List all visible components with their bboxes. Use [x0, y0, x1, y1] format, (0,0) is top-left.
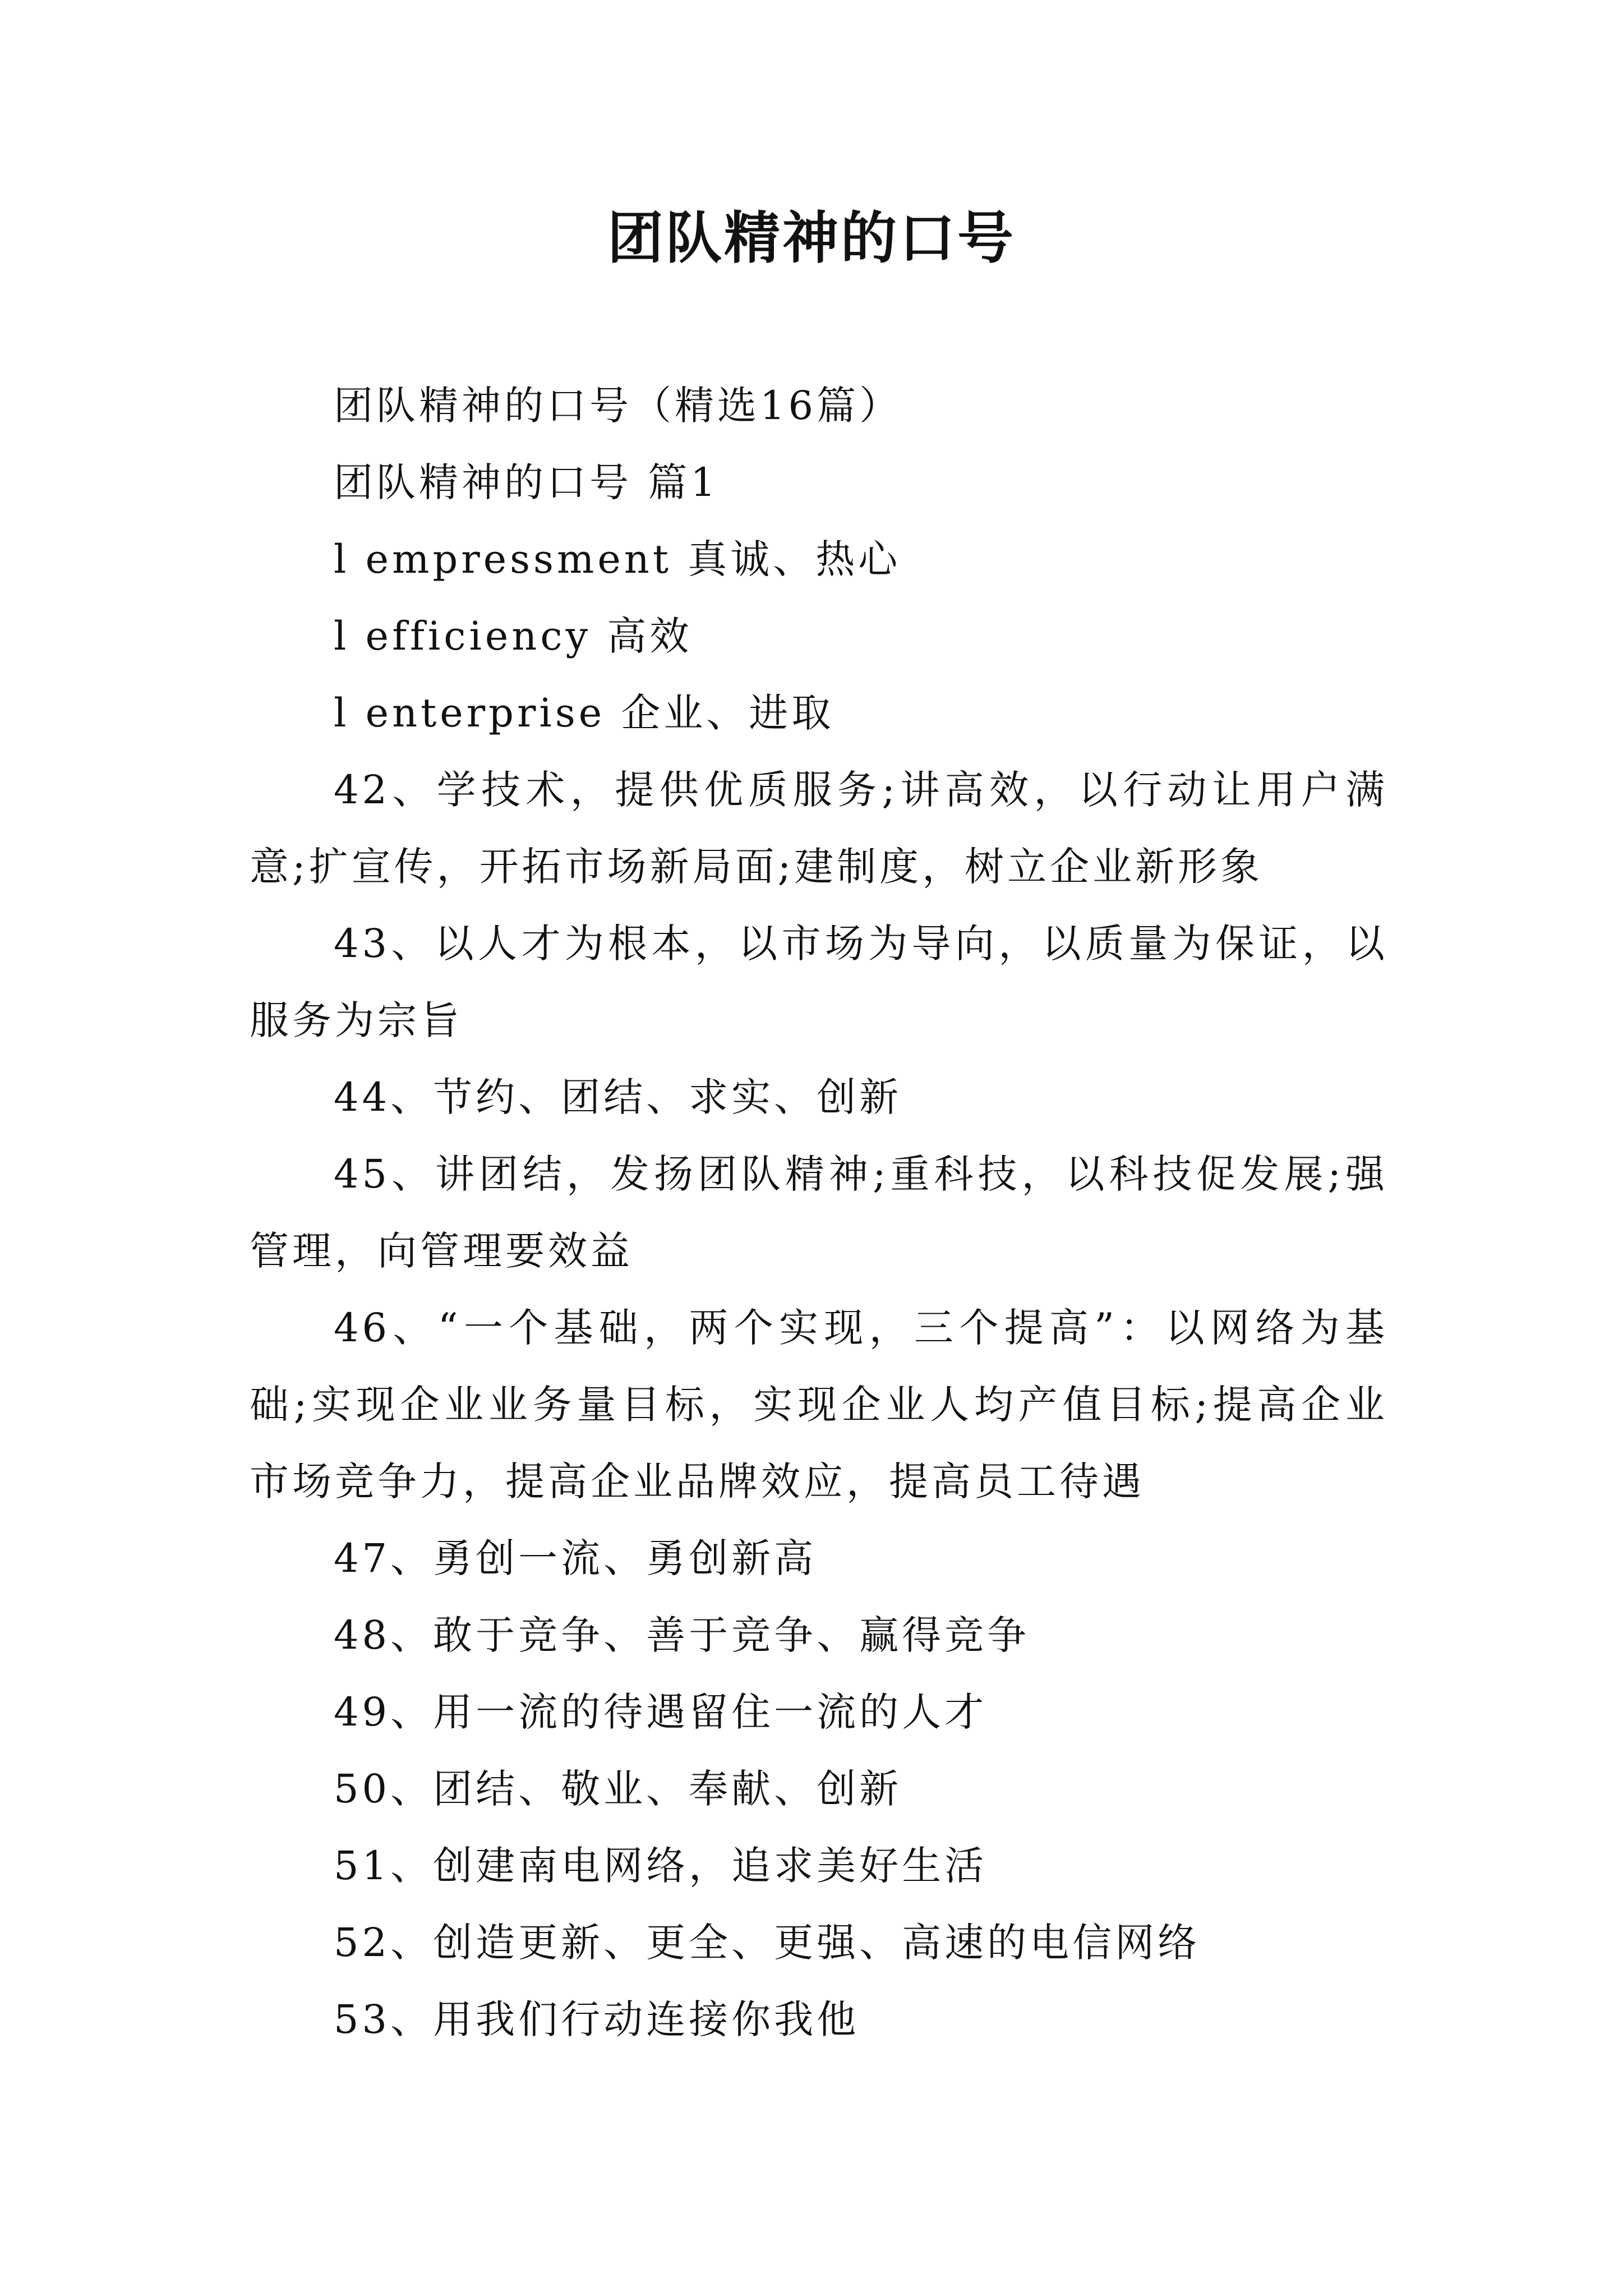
paragraph-item: l efficiency 高效	[334, 613, 693, 659]
paragraph-item: 49、用一流的待遇留住一流的人才	[334, 1689, 988, 1735]
document-body	[250, 367, 1388, 2058]
paragraph-item: 45、讲团结，发扬团队精神;重科技，以科技促发展;强管理，向管理要效益	[250, 1151, 1388, 1274]
paragraph-section-heading: 团队精神的口号 篇1	[334, 459, 719, 505]
paragraph-item: 47、勇创一流、勇创新高	[334, 1535, 817, 1581]
paragraph-item: 53、用我们行动连接你我他	[334, 1996, 860, 2042]
paragraph-item: 51、创建南电网络，追求美好生活	[334, 1843, 988, 1889]
paragraph-subtitle: 团队精神的口号（精选16篇）	[334, 383, 902, 429]
paragraph-item: l enterprise 企业、进取	[334, 690, 834, 736]
paragraph-item: 46、“一个基础，两个实现，三个提高”：以网络为基础;实现企业业务量目标，实现企业人均产值目标;提高企业市场竞争力，提高企业品牌效应，提高员工待遇	[250, 1305, 1388, 1504]
paragraph-item: 50、团结、敬业、奉献、创新	[334, 1766, 902, 1812]
paragraph-item: 52、创造更新、更全、更强、高速的电信网络	[334, 1920, 1201, 1966]
document-title: 团队精神的口号	[607, 205, 1016, 271]
paragraph-item: 42、学技术，提供优质服务;讲高效，以行动让用户满意;扩宣传，开拓市场新局面;建制度，树立企业新形象	[250, 767, 1388, 890]
paragraph-item: 44、节约、团结、求实、创新	[334, 1074, 902, 1120]
paragraph-item: l empressment 真诚、热心	[334, 536, 901, 582]
paragraph-item: 43、以人才为根本，以市场为导向，以质量为保证，以服务为宗旨	[250, 921, 1388, 1043]
paragraph-item: 48、敢于竞争、善于竞争、赢得竞争	[334, 1612, 1030, 1658]
